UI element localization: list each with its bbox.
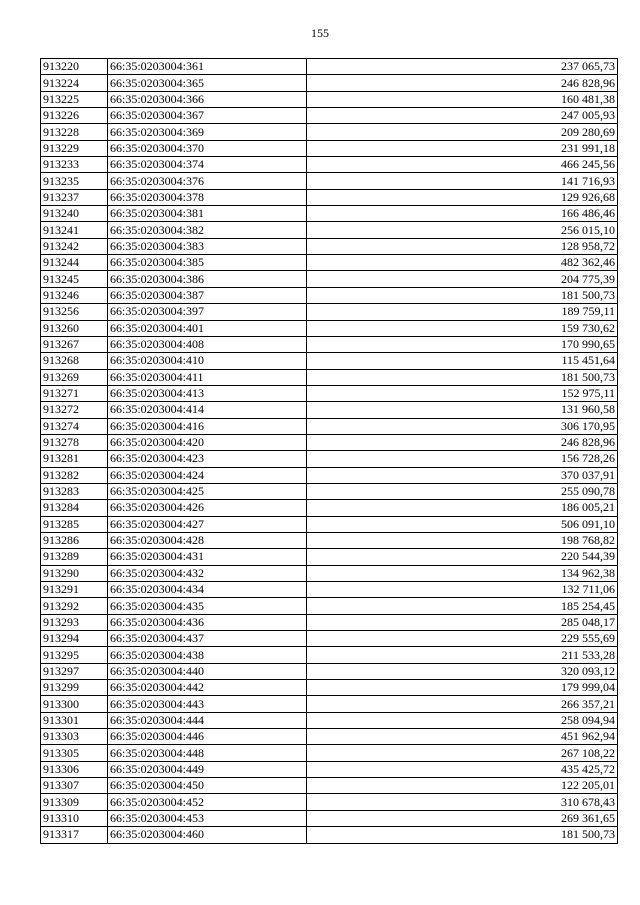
cadastral-number-cell: 66:35:0203004:436 (108, 614, 307, 630)
record-number-cell: 913289 (41, 549, 108, 565)
cadastral-number-cell: 66:35:0203004:397 (108, 304, 307, 320)
value-cell: 131 960,58 (307, 402, 618, 418)
table-row (41, 206, 618, 222)
record-number-cell: 913295 (41, 647, 108, 663)
table-row (41, 75, 618, 91)
value-cell: 269 361,65 (307, 810, 618, 826)
table-row (41, 434, 618, 450)
value-cell: 285 048,17 (307, 614, 618, 630)
cadastral-number-cell: 66:35:0203004:423 (108, 451, 307, 467)
value-cell: 310 678,43 (307, 794, 618, 810)
record-number-cell: 913220 (41, 59, 108, 75)
cadastral-number-cell: 66:35:0203004:369 (108, 124, 307, 140)
table-row (41, 647, 618, 663)
value-cell: 247 005,93 (307, 108, 618, 124)
record-number-cell: 913281 (41, 451, 108, 467)
record-number-cell: 913224 (41, 75, 108, 91)
value-cell: 134 962,38 (307, 565, 618, 581)
cadastral-number-cell: 66:35:0203004:446 (108, 729, 307, 745)
record-number-cell: 913271 (41, 385, 108, 401)
value-cell: 256 015,10 (307, 222, 618, 238)
record-number-cell: 913294 (41, 631, 108, 647)
record-number-cell: 913309 (41, 794, 108, 810)
table-row (41, 385, 618, 401)
value-cell: 320 093,12 (307, 663, 618, 679)
record-number-cell: 913290 (41, 565, 108, 581)
cadastral-number-cell: 66:35:0203004:385 (108, 255, 307, 271)
table-row (41, 402, 618, 418)
value-cell: 170 990,65 (307, 336, 618, 352)
record-number-cell: 913225 (41, 91, 108, 107)
cadastral-number-cell: 66:35:0203004:361 (108, 59, 307, 75)
value-cell: 132 711,06 (307, 582, 618, 598)
value-cell: 435 425,72 (307, 761, 618, 777)
cadastral-number-cell: 66:35:0203004:413 (108, 385, 307, 401)
cadastral-number-cell: 66:35:0203004:427 (108, 516, 307, 532)
cadastral-number-cell: 66:35:0203004:434 (108, 582, 307, 598)
record-number-cell: 913292 (41, 598, 108, 614)
value-cell: 306 170,95 (307, 418, 618, 434)
record-number-cell: 913237 (41, 189, 108, 205)
cadastral-number-cell: 66:35:0203004:387 (108, 287, 307, 303)
value-cell: 482 362,46 (307, 255, 618, 271)
table-row (41, 745, 618, 761)
cadastral-number-cell: 66:35:0203004:460 (108, 827, 307, 843)
cadastral-number-cell: 66:35:0203004:426 (108, 500, 307, 516)
value-cell: 152 975,11 (307, 385, 618, 401)
cadastral-number-cell: 66:35:0203004:365 (108, 75, 307, 91)
value-cell: 185 254,45 (307, 598, 618, 614)
table-row (41, 59, 618, 75)
cadastral-number-cell: 66:35:0203004:401 (108, 320, 307, 336)
record-number-cell: 913278 (41, 434, 108, 450)
value-cell: 220 544,39 (307, 549, 618, 565)
cadastral-number-cell: 66:35:0203004:440 (108, 663, 307, 679)
value-cell: 231 991,18 (307, 140, 618, 156)
table-row (41, 222, 618, 238)
value-cell: 181 500,73 (307, 827, 618, 843)
cadastral-number-cell: 66:35:0203004:448 (108, 745, 307, 761)
value-cell: 466 245,56 (307, 157, 618, 173)
record-number-cell: 913293 (41, 614, 108, 630)
cadastral-number-cell: 66:35:0203004:411 (108, 369, 307, 385)
table-row (41, 304, 618, 320)
cadastral-number-cell: 66:35:0203004:416 (108, 418, 307, 434)
value-cell: 141 716,93 (307, 173, 618, 189)
record-number-cell: 913282 (41, 467, 108, 483)
record-number-cell: 913305 (41, 745, 108, 761)
cadastral-number-cell: 66:35:0203004:386 (108, 271, 307, 287)
cadastral-number-cell: 66:35:0203004:432 (108, 565, 307, 581)
table-row (41, 598, 618, 614)
cadastral-number-cell: 66:35:0203004:367 (108, 108, 307, 124)
table-row (41, 827, 618, 843)
cadastral-number-cell: 66:35:0203004:420 (108, 434, 307, 450)
value-cell: 189 759,11 (307, 304, 618, 320)
table-row (41, 778, 618, 794)
cadastral-number-cell: 66:35:0203004:381 (108, 206, 307, 222)
record-number-cell: 913291 (41, 582, 108, 598)
record-number-cell: 913269 (41, 369, 108, 385)
record-number-cell: 913229 (41, 140, 108, 156)
value-cell: 246 828,96 (307, 434, 618, 450)
cadastral-number-cell: 66:35:0203004:437 (108, 631, 307, 647)
table-row (41, 794, 618, 810)
table-row (41, 761, 618, 777)
cadastral-number-cell: 66:35:0203004:424 (108, 467, 307, 483)
cadastral-number-cell: 66:35:0203004:452 (108, 794, 307, 810)
table-row (41, 189, 618, 205)
record-number-cell: 913256 (41, 304, 108, 320)
record-number-cell: 913226 (41, 108, 108, 124)
table-row (41, 140, 618, 156)
cadastral-number-cell: 66:35:0203004:453 (108, 810, 307, 826)
table-row (41, 173, 618, 189)
record-number-cell: 913240 (41, 206, 108, 222)
record-number-cell: 913283 (41, 483, 108, 499)
record-number-cell: 913286 (41, 532, 108, 548)
record-number-cell: 913297 (41, 663, 108, 679)
record-number-cell: 913306 (41, 761, 108, 777)
cadastral-number-cell: 66:35:0203004:374 (108, 157, 307, 173)
table-row (41, 157, 618, 173)
value-cell: 237 065,73 (307, 59, 618, 75)
registry-table-body (41, 59, 618, 844)
table-row (41, 124, 618, 140)
value-cell: 209 280,69 (307, 124, 618, 140)
value-cell: 267 108,22 (307, 745, 618, 761)
record-number-cell: 913284 (41, 500, 108, 516)
cadastral-number-cell: 66:35:0203004:438 (108, 647, 307, 663)
table-row (41, 238, 618, 254)
value-cell: 258 094,94 (307, 712, 618, 728)
table-row (41, 418, 618, 434)
record-number-cell: 913303 (41, 729, 108, 745)
record-number-cell: 913299 (41, 680, 108, 696)
record-number-cell: 913241 (41, 222, 108, 238)
table-row (41, 810, 618, 826)
record-number-cell: 913260 (41, 320, 108, 336)
table-row (41, 549, 618, 565)
record-number-cell: 913317 (41, 827, 108, 843)
table-row (41, 565, 618, 581)
cadastral-number-cell: 66:35:0203004:450 (108, 778, 307, 794)
value-cell: 246 828,96 (307, 75, 618, 91)
record-number-cell: 913285 (41, 516, 108, 532)
value-cell: 115 451,64 (307, 353, 618, 369)
value-cell: 128 958,72 (307, 238, 618, 254)
table-row (41, 271, 618, 287)
value-cell: 370 037,91 (307, 467, 618, 483)
value-cell: 211 533,28 (307, 647, 618, 663)
cadastral-number-cell: 66:35:0203004:425 (108, 483, 307, 499)
value-cell: 266 357,21 (307, 696, 618, 712)
table-row (41, 582, 618, 598)
record-number-cell: 913228 (41, 124, 108, 140)
value-cell: 181 500,73 (307, 287, 618, 303)
table-row (41, 108, 618, 124)
value-cell: 204 775,39 (307, 271, 618, 287)
cadastral-number-cell: 66:35:0203004:428 (108, 532, 307, 548)
table-row (41, 696, 618, 712)
cadastral-number-cell: 66:35:0203004:449 (108, 761, 307, 777)
table-row (41, 91, 618, 107)
table-row (41, 336, 618, 352)
record-number-cell: 913307 (41, 778, 108, 794)
registry-table (40, 58, 618, 844)
table-row (41, 320, 618, 336)
cadastral-number-cell: 66:35:0203004:414 (108, 402, 307, 418)
record-number-cell: 913272 (41, 402, 108, 418)
record-number-cell: 913244 (41, 255, 108, 271)
cadastral-number-cell: 66:35:0203004:383 (108, 238, 307, 254)
record-number-cell: 913245 (41, 271, 108, 287)
table-row (41, 500, 618, 516)
table-row (41, 467, 618, 483)
cadastral-number-cell: 66:35:0203004:378 (108, 189, 307, 205)
cadastral-number-cell: 66:35:0203004:444 (108, 712, 307, 728)
table-row (41, 631, 618, 647)
cadastral-number-cell: 66:35:0203004:408 (108, 336, 307, 352)
table-row (41, 712, 618, 728)
cadastral-number-cell: 66:35:0203004:376 (108, 173, 307, 189)
record-number-cell: 913267 (41, 336, 108, 352)
cadastral-number-cell: 66:35:0203004:443 (108, 696, 307, 712)
value-cell: 229 555,69 (307, 631, 618, 647)
value-cell: 179 999,04 (307, 680, 618, 696)
value-cell: 160 481,38 (307, 91, 618, 107)
table-row (41, 516, 618, 532)
cadastral-number-cell: 66:35:0203004:410 (108, 353, 307, 369)
record-number-cell: 913242 (41, 238, 108, 254)
value-cell: 451 962,94 (307, 729, 618, 745)
table-row (41, 532, 618, 548)
page-number: 155 (311, 26, 329, 40)
table-row (41, 287, 618, 303)
record-number-cell: 913246 (41, 287, 108, 303)
table-row (41, 369, 618, 385)
cadastral-number-cell: 66:35:0203004:382 (108, 222, 307, 238)
record-number-cell: 913233 (41, 157, 108, 173)
value-cell: 181 500,73 (307, 369, 618, 385)
record-number-cell: 913274 (41, 418, 108, 434)
value-cell: 166 486,46 (307, 206, 618, 222)
cadastral-number-cell: 66:35:0203004:431 (108, 549, 307, 565)
value-cell: 159 730,62 (307, 320, 618, 336)
table-row (41, 663, 618, 679)
cadastral-number-cell: 66:35:0203004:435 (108, 598, 307, 614)
table-row (41, 255, 618, 271)
record-number-cell: 913300 (41, 696, 108, 712)
record-number-cell: 913268 (41, 353, 108, 369)
record-number-cell: 913235 (41, 173, 108, 189)
table-row (41, 451, 618, 467)
record-number-cell: 913310 (41, 810, 108, 826)
table-row (41, 614, 618, 630)
cadastral-number-cell: 66:35:0203004:370 (108, 140, 307, 156)
value-cell: 198 768,82 (307, 532, 618, 548)
cadastral-number-cell: 66:35:0203004:366 (108, 91, 307, 107)
value-cell: 129 926,68 (307, 189, 618, 205)
value-cell: 506 091,10 (307, 516, 618, 532)
record-number-cell: 913301 (41, 712, 108, 728)
table-row (41, 483, 618, 499)
value-cell: 255 090,78 (307, 483, 618, 499)
table-row (41, 680, 618, 696)
table-row (41, 729, 618, 745)
value-cell: 122 205,01 (307, 778, 618, 794)
value-cell: 186 005,21 (307, 500, 618, 516)
cadastral-number-cell: 66:35:0203004:442 (108, 680, 307, 696)
table-row (41, 353, 618, 369)
value-cell: 156 728,26 (307, 451, 618, 467)
